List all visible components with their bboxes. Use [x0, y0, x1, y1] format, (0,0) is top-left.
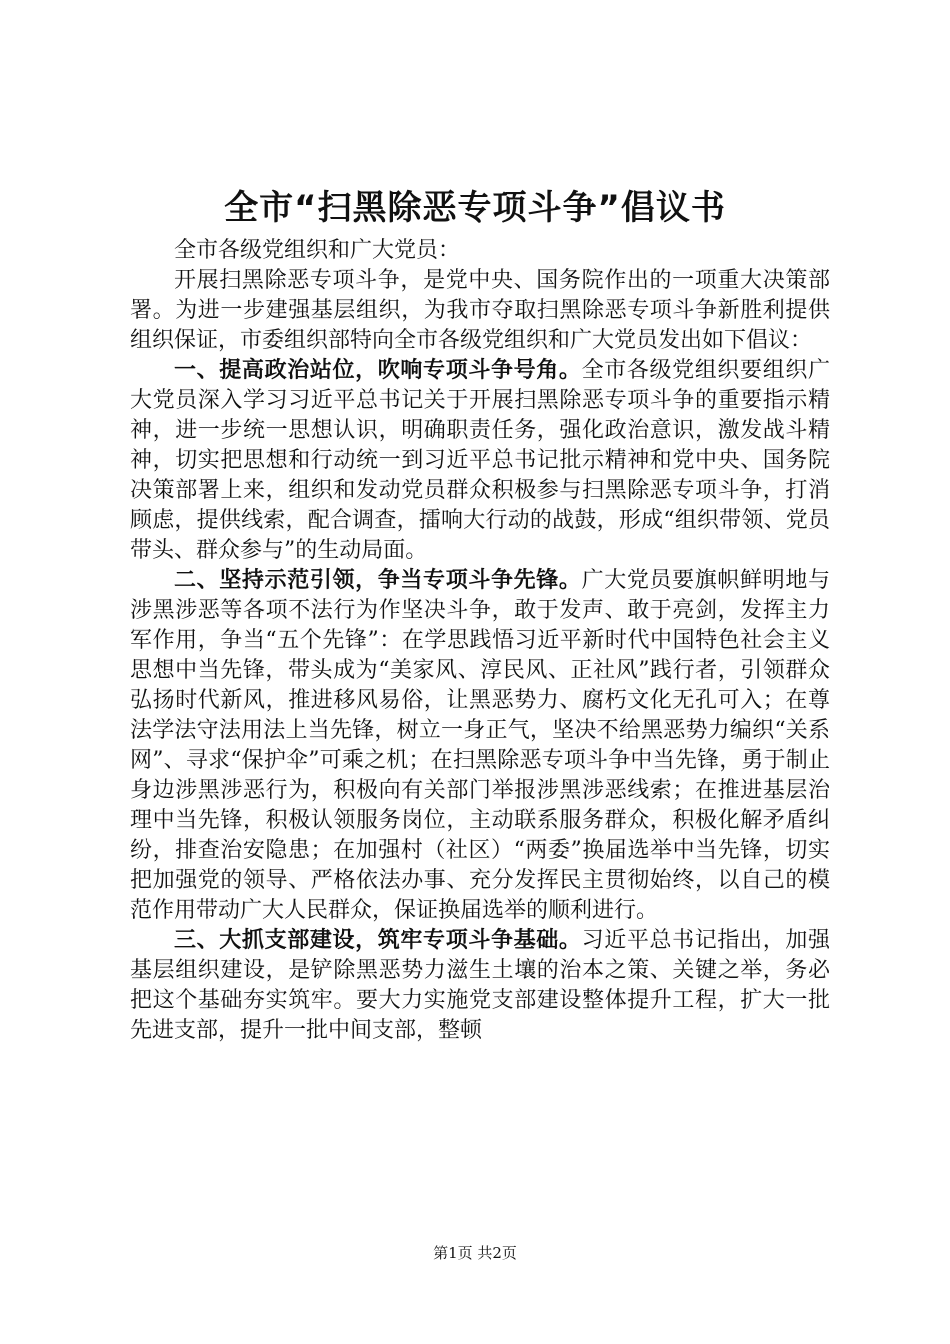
section-heading-1: 一、提高政治站位，吹响专项斗争号角。 [174, 358, 582, 383]
section-paragraph-3 [130, 926, 830, 1046]
section-paragraph-2 [130, 566, 830, 926]
intro-paragraph: 开展扫黑除恶专项斗争，是党中央、国务院作出的一项重大决策部署。为进一步建强基层组织，为我市夺取扫黑除恶专项斗争新胜利提供组织保证，市委组织部特向全市各级党组织和广大党员发出如下倡议： [130, 268, 830, 353]
section-text-1: 全市各级党组织要组织广大党员深入学习习近平总书记关于开展扫黑除恶专项斗争的重要指示精神，进一步统一思想认识，明确职责任务，强化政治意识，激发战斗精神，切实把思想和行动统一到习近平总书记批示精神和党中央、国务院决策部署上来，组织和发动党员群众积极参与扫黑除恶专项斗争，打消顾虑，提供线索，配合调查，擂响大行动的战鼓，形成“组织带领、党员带头、群众参与”的生动局面。 [130, 358, 830, 563]
section-text-2: 广大党员要旗帜鲜明地与涉黑涉恶等各项不法行为作坚决斗争，敢于发声、敢于亮剑，发挥主力军作用，争当“五个先锋”：在学思践悟习近平新时代中国特色社会主义思想中当先锋，带头成为“美家风、淳民风、正社风”践行者，引领群众弘扬时代新风，推进移风易俗，让黑恶势力、腐朽文化无孔可入；在尊法学法守法用法上当先锋，树立一身正气，坚决不给黑恶势力编织“关系网”、寻求“保护伞”可乘之机；在扫黑除恶专项斗争中当先锋，勇于制止身边涉黑涉恶行为，积极向有关部门举报涉黑涉恶线索；在推进基层治理中当先锋，积极认领服务岗位，主动联系服务群众，积极化解矛盾纠纷，排查治安隐患；在加强村（社区）“两委”换届选举中当先锋，切实把加强党的领导、严格依法办事、充分发挥民主贯彻始终，以自己的模范作用带动广大人民群众，保证换届选举的顺利进行。 [130, 568, 830, 923]
section-paragraph-1 [130, 356, 830, 566]
salutation: 全市各级党组织和广大党员： [174, 238, 461, 263]
section-heading-3: 三、大抓支部建设，筑牢专项斗争基础。 [174, 928, 582, 953]
document-body [130, 236, 830, 1046]
document-title: 全市“扫黑除恶专项斗争”倡议书 [224, 188, 726, 228]
section-text-3: 习近平总书记指出，加强基层组织建设，是铲除黑恶势力滋生土壤的治本之策、关键之举，务必把这个基础夯实筑牢。要大力实施党支部建设整体提升工程，扩大一批先进支部，提升一批中间支部，整顿 [130, 928, 830, 1043]
section-heading-2: 二、坚持示范引领，争当专项斗争先锋。 [174, 568, 582, 593]
page-number: 第1页 共2页 [433, 1244, 517, 1262]
